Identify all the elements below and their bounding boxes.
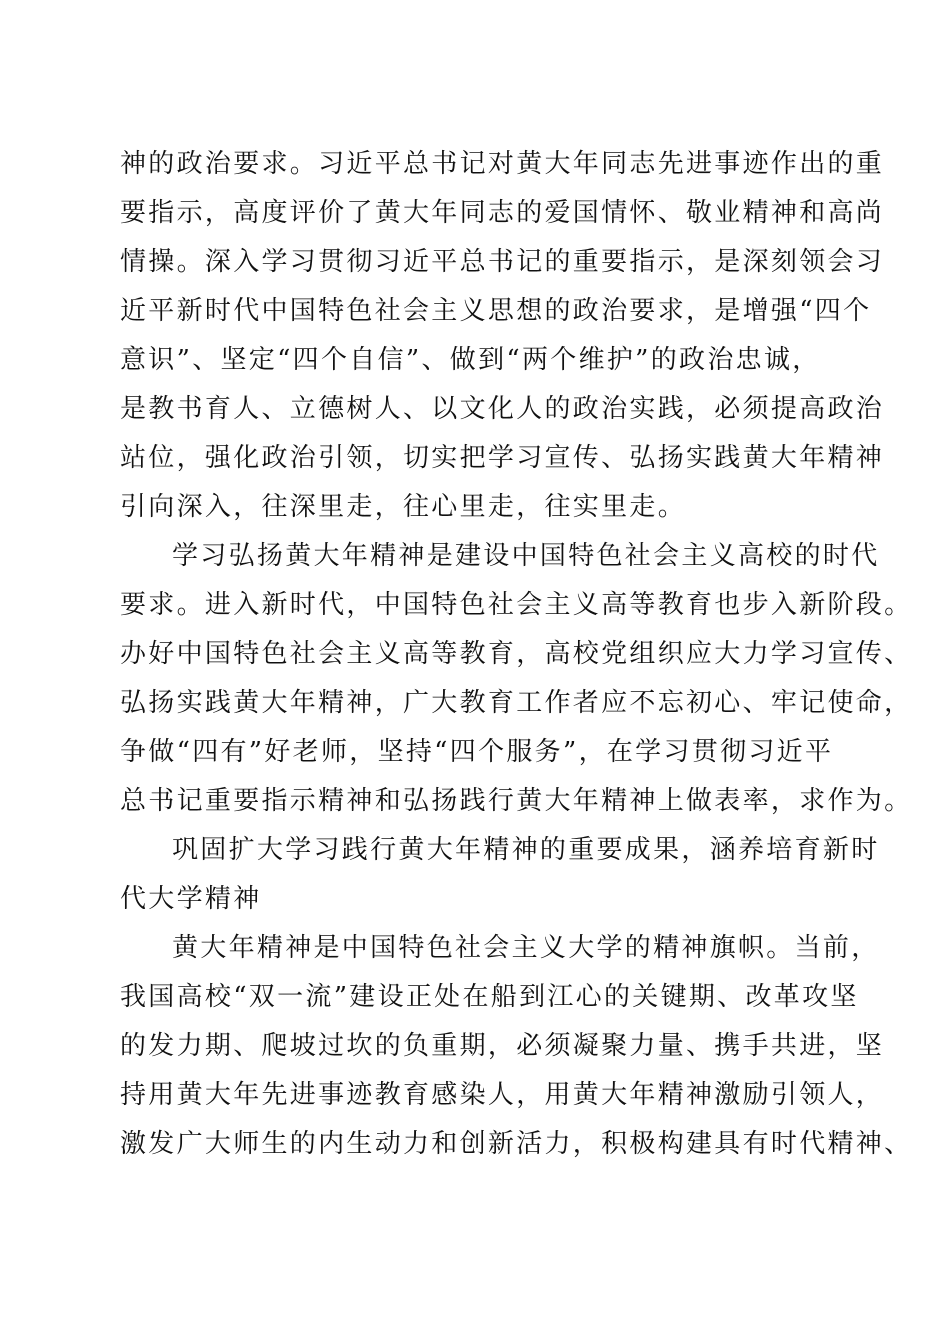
text-line: 引向深入，往深里走，往心里走，往实里走。 [120, 492, 687, 522]
text-line: 神的政治要求。习近平总书记对黄大年同志先进事迹作出的重 [120, 149, 885, 179]
text-line: 站位，强化政治引领，切实把学习宣传、弘扬实践黄大年精神 [120, 443, 885, 473]
text-line: 情操。深入学习贯彻习近平总书记的重要指示，是深刻领会习 [120, 247, 885, 277]
text-line: 弘扬实践黄大年精神，广大教育工作者应不忘初心、牢记使命， [120, 688, 913, 718]
paragraph-first-line: 黄大年精神是中国特色社会主义大学的精神旗帜。当前， [172, 933, 880, 963]
text-line: 办好中国特色社会主义高等教育，高校党组织应大力学习宣传、 [120, 639, 913, 669]
section-heading-line: 巩固扩大学习践行黄大年精神的重要成果，涵养培育新时 [172, 835, 880, 865]
text-line: 近平新时代中国特色社会主义思想的政治要求，是增强“四个 [120, 296, 872, 326]
text-line: 要求。进入新时代，中国特色社会主义高等教育也步入新阶段。 [120, 590, 913, 620]
section-heading-line: 代大学精神 [120, 884, 262, 914]
text-line: 的发力期、爬坡过坎的负重期，必须凝聚力量、携手共进，坚 [120, 1031, 885, 1061]
text-line: 争做“四有”好老师，坚持“四个服务”，在学习贯彻习近平 [120, 737, 834, 767]
text-line: 激发广大师生的内生动力和创新活力，积极构建具有时代精神、 [120, 1129, 913, 1159]
text-line: 是教书育人、立德树人、以文化人的政治实践，必须提高政治 [120, 394, 885, 424]
text-line: 持用黄大年先进事迹教育感染人，用黄大年精神激励引领人， [120, 1080, 885, 1110]
paragraph-first-line: 学习弘扬黄大年精神是建设中国特色社会主义高校的时代 [172, 541, 880, 571]
text-line: 意识”、坚定“四个自信”、做到“两个维护”的政治忠诚， [120, 345, 821, 375]
text-line: 我国高校“双一流”建设正处在船到江心的关键期、改革攻坚 [120, 982, 859, 1012]
text-line: 总书记重要指示精神和弘扬践行黄大年精神上做表率，求作为。 [120, 786, 913, 816]
text-line: 要指示，高度评价了黄大年同志的爱国情怀、敬业精神和高尚 [120, 198, 885, 228]
body-text [120, 140, 913, 1169]
